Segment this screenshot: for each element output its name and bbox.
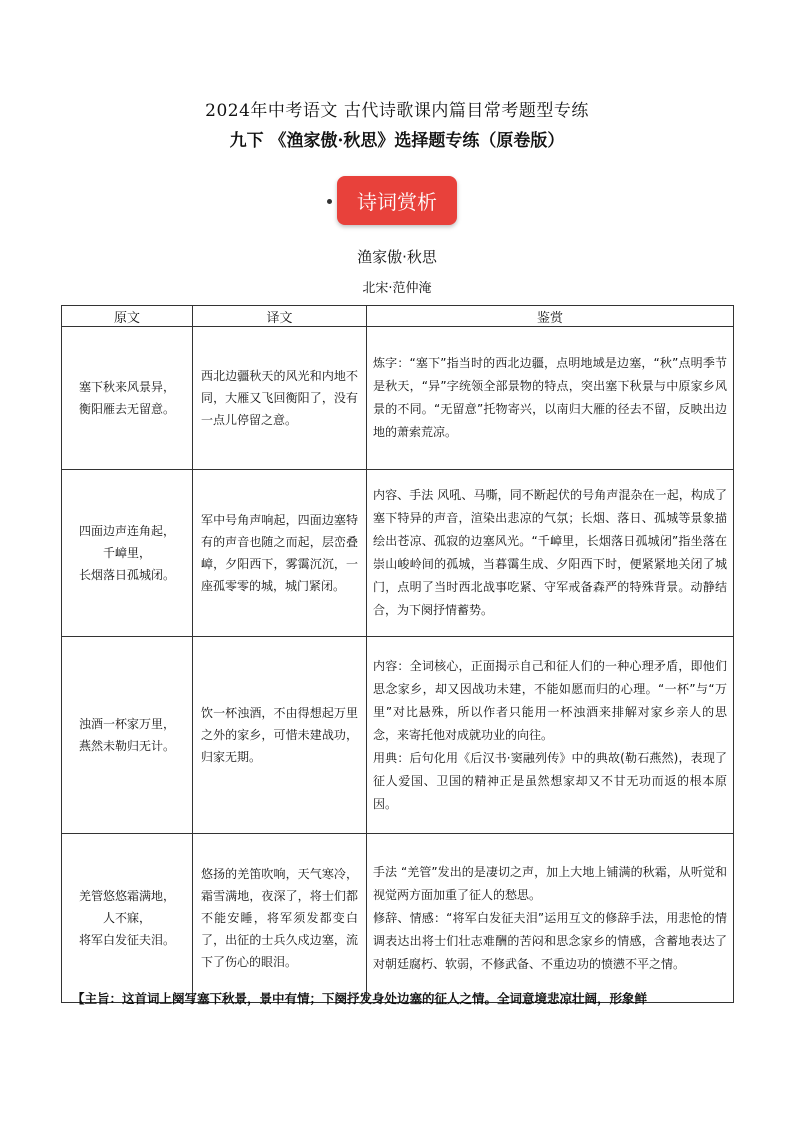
appreciation-paragraph: 内容、手法 风吼、马嘶，同不断起伏的号角声混杂在一起，构成了塞下特异的声音，渲染出悲凉的气氛；长烟、落日、孤城等景象描绘出苍凉、孤寂的边塞风光。“千嶂里，长烟落日孤城闭”指坐落在崇山峻岭间的孤城，当暮霭生成、夕阳西下时，便紧紧地关闭了城门，点明了当时西北战事吃紧、守军戒备森严的特殊背景。动静结合，为下阕抒情蓄势。	[373, 488, 727, 617]
original-cell	[62, 637, 193, 834]
original-cell	[62, 470, 193, 637]
original-line: 四面边声连角起，	[78, 524, 175, 538]
document-title: 2024年中考语文 古代诗歌课内篇目常考题型专练	[205, 101, 589, 121]
appreciation-cell	[367, 327, 734, 470]
table-row	[62, 834, 734, 1003]
original-line: 羌管悠悠霜满地，	[78, 889, 175, 903]
column-header-translation: 译文	[193, 306, 367, 327]
appreciation-paragraph: 用典：后句化用《后汉书·窦融列传》中的典故(勒石燕然)，表现了征人爱国、卫国的精神正是虽然想家却又不甘无功而返的根本原因。	[373, 750, 727, 811]
bullet-dot-icon	[327, 199, 332, 204]
table-row	[62, 637, 734, 834]
section-badge-label: 诗词赏析	[357, 190, 437, 214]
document-subtitle: 九下 《渔家傲·秋思》选择题专练（原卷版）	[229, 131, 565, 151]
original-line: 千嶂里，	[102, 546, 151, 560]
analysis-table	[61, 305, 734, 1003]
appreciation-cell	[367, 637, 734, 834]
section-badge-wrapper	[0, 176, 794, 225]
translation-cell: 军中号角声响起，四面边塞特有的声音也随之而起，层峦叠嶂，夕阳西下，雾霭沉沉，一座孤零零的城，城门紧闭。	[193, 470, 367, 637]
original-line: 将军白发征夫泪。	[78, 933, 175, 947]
appreciation-paragraph: 炼字：“塞下”指当时的西北边疆，点明地域是边塞，“秋”点明季节是秋天，“异”字统领全部景物的特点，突出塞下秋景与中原家乡风景的不同。“无留意”托物寄兴，以南归大雁的径去不留，反映出边地的萧索荒凉。	[373, 356, 727, 439]
poem-author: 北宋·范仲淹	[362, 281, 432, 296]
translation-cell: 西北边疆秋天的风光和内地不同，大雁又飞回衡阳了，没有一点儿停留之意。	[193, 327, 367, 470]
table-header-row	[62, 306, 734, 327]
section-badge	[337, 176, 457, 225]
original-line: 塞下秋来风景异，	[78, 380, 175, 394]
appreciation-paragraph: 手法 “羌管”发出的是凄切之声，加上大地上铺满的秋霜，从听觉和视觉两方面加重了征人的愁思。	[373, 864, 727, 902]
appreciation-cell	[367, 470, 734, 637]
theme-summary: 【主旨：这首词上阕写塞下秋景，景中有情；下阕抒发身处边塞的征人之情。全词意境悲凉壮阔，形象鲜	[72, 991, 648, 1006]
original-line: 浊酒一杯家万里，	[78, 717, 175, 731]
original-line: 燕然未勒归无计。	[78, 739, 175, 753]
appreciation-cell	[367, 834, 734, 1003]
appreciation-paragraph: 修辞、情感：“将军白发征夫泪”运用互文的修辞手法，用悲怆的情调表达出将士们壮志难酬的苦闷和思念家乡的情感，含蓄地表达了对朝廷腐朽、软弱，不修武备、不重边功的愤懑不平之情。	[373, 910, 727, 971]
table-row	[62, 327, 734, 470]
original-line: 人不寐，	[102, 911, 151, 925]
original-cell	[62, 327, 193, 470]
column-header-original: 原文	[62, 306, 193, 327]
poem-title: 渔家傲·秋思	[357, 248, 437, 266]
original-line: 衡阳雁去无留意。	[78, 402, 175, 416]
translation-cell: 饮一杯浊酒，不由得想起万里之外的家乡，可惜未建战功，归家无期。	[193, 637, 367, 834]
original-cell	[62, 834, 193, 1003]
column-header-appreciation: 鉴赏	[367, 306, 734, 327]
table-row	[62, 470, 734, 637]
translation-cell: 悠扬的羌笛吹响，天气寒冷，霜雪满地，夜深了，将士们都不能安睡，将军须发都变白了，出征的士兵久戍边塞，流下了伤心的眼泪。	[193, 834, 367, 1003]
appreciation-paragraph: 内容：全词核心，正面揭示自己和征人们的一种心理矛盾，即他们思念家乡，却又因战功未建，不能如愿而归的心理。“一杯”与“万里”对比悬殊，所以作者只能用一杯浊酒来排解对家乡亲人的思念，来寄托他对成就功业的向往。	[373, 658, 727, 742]
original-line: 长烟落日孤城闭。	[78, 568, 175, 582]
